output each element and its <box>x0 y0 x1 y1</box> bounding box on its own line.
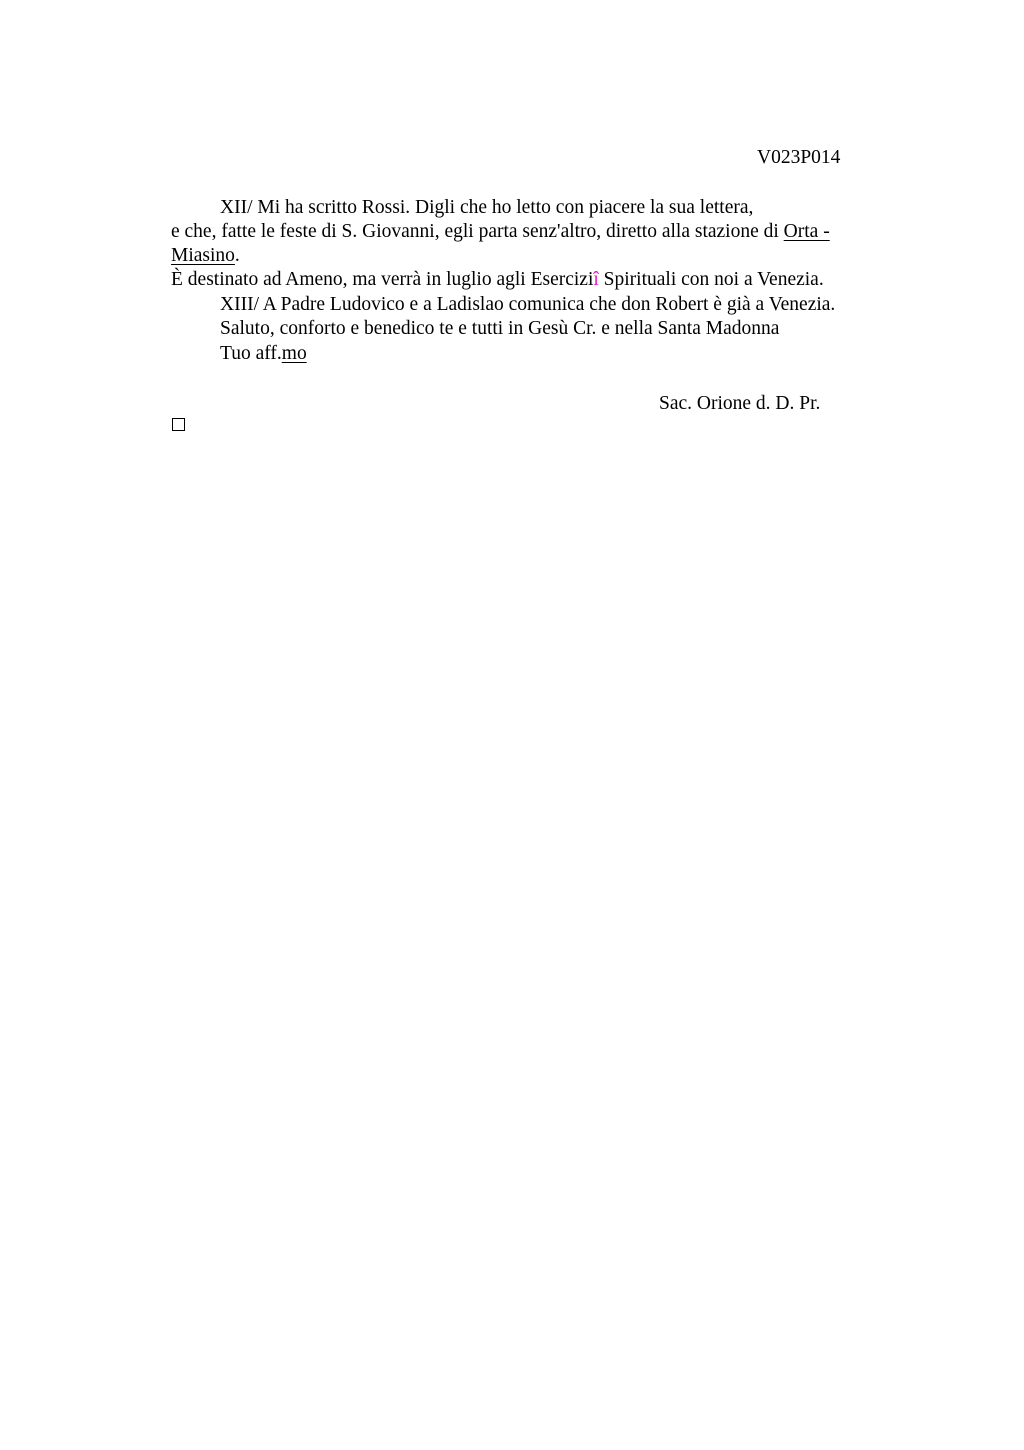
page-code: V023P014 <box>757 147 841 168</box>
closing-line <box>220 342 307 366</box>
paragraph-2-before-accent: È destinato ad Ameno, ma verrà in luglio agli Esercizi <box>171 269 594 290</box>
paragraph-1-line-3 <box>171 244 240 268</box>
paragraph-4: Saluto, conforto e benedico te e tutti in Gesù Cr. e nella Santa Madonna <box>220 318 780 339</box>
station-name-part-1: Orta - <box>783 221 830 242</box>
paragraph-1-line-1: XII/ Mi ha scritto Rossi. Digli che ho letto con piacere la sua lettera, <box>220 197 754 218</box>
accent-character: î <box>593 269 599 290</box>
empty-box-icon <box>172 418 185 431</box>
paragraph-1-line-2 <box>171 220 830 244</box>
closing-suffix: mo <box>281 343 307 364</box>
paragraph-1-line-2-text: e che, fatte le feste di S. Giovanni, egli parta senz'altro, diretto alla stazione di <box>171 221 784 242</box>
closing-text: Tuo aff. <box>220 343 282 364</box>
signature: Sac. Orione d. D. Pr. <box>659 393 821 414</box>
paragraph-1-line-3-tail: . <box>234 245 240 266</box>
paragraph-3: XIII/ A Padre Ludovico e a Ladislao comunica che don Robert è già a Venezia. <box>220 294 836 315</box>
paragraph-2-after-accent: Spirituali con noi a Venezia. <box>598 269 824 290</box>
station-name-part-2: Miasino <box>171 245 235 266</box>
paragraph-2 <box>171 268 824 292</box>
